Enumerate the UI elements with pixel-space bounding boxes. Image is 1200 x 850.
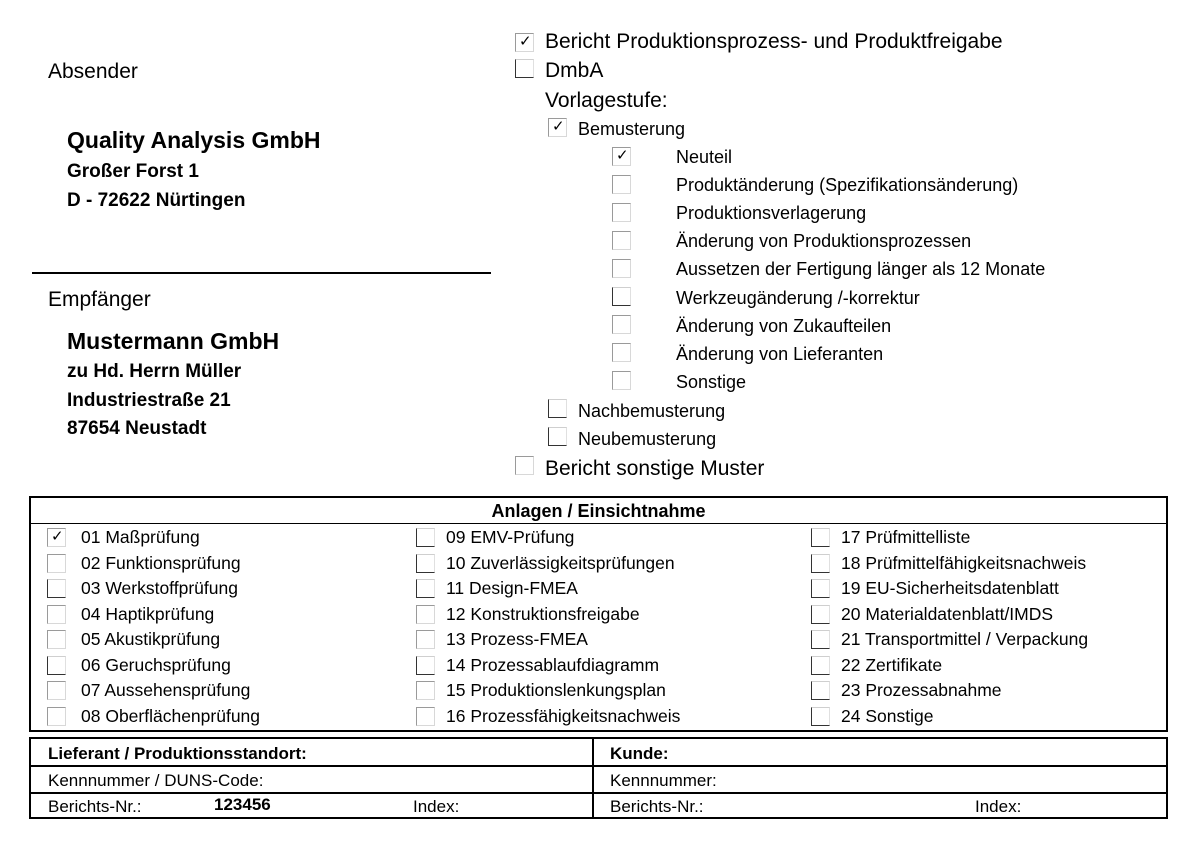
attachment-checkbox[interactable] — [416, 630, 435, 649]
attachment-label: 08 Oberflächenprüfung — [81, 705, 261, 726]
attachment-label: 20 Materialdatenblatt/IMDS — [841, 603, 1054, 624]
reason-label: Änderung von Lieferanten — [676, 344, 884, 364]
attachment-checkbox[interactable] — [47, 630, 66, 649]
dmba-label: DmbA — [545, 59, 604, 82]
reason-label: Neuteil — [676, 147, 733, 167]
reason-checkbox[interactable] — [612, 259, 631, 278]
attachment-checkbox[interactable] — [416, 528, 435, 547]
attachment-checkbox[interactable] — [47, 707, 66, 726]
sender-street: Großer Forst 1 — [67, 161, 199, 182]
reason-checkbox[interactable] — [612, 371, 631, 390]
footer-rule — [31, 765, 1166, 767]
check-icon: ✓ — [552, 118, 565, 135]
attachment-label: 15 Produktionslenkungsplan — [446, 680, 666, 700]
report-footer — [29, 737, 1168, 819]
reason-label: Änderung von Zukaufteilen — [676, 316, 892, 336]
reason-checkbox[interactable] — [612, 147, 631, 166]
reason-label: Werkzeugänderung /-korrektur — [676, 288, 920, 308]
ppf-checkbox[interactable] — [515, 33, 534, 52]
other-samples-checkbox[interactable] — [515, 456, 534, 475]
attachment-checkbox[interactable] — [416, 656, 435, 675]
attachment-checkbox[interactable] — [47, 554, 66, 573]
customer-index-label: Index: — [975, 797, 1022, 816]
attachment-label: 19 EU-Sicherheitsdatenblatt — [841, 578, 1059, 598]
check-icon: ✓ — [519, 33, 532, 50]
attachment-label: 03 Werkstoffprüfung — [81, 578, 238, 598]
recipient-company: Mustermann GmbH — [67, 328, 280, 354]
attachment-checkbox[interactable] — [416, 554, 435, 573]
attachment-label: 05 Akustikprüfung — [81, 629, 221, 649]
attachment-label: 09 EMV-Prüfung — [446, 527, 575, 547]
recipient-attention: zu Hd. Herrn Müller — [67, 361, 242, 382]
recipient-city: 87654 Neustadt — [67, 418, 207, 439]
supplier-index-label: Index: — [413, 797, 460, 816]
check-icon: ✓ — [616, 147, 629, 164]
attachments-title: Anlagen / Einsichtnahme — [31, 498, 1166, 524]
attachment-checkbox[interactable] — [811, 681, 830, 700]
attachment-checkbox[interactable] — [47, 528, 66, 547]
attachment-label: 21 Transportmittel / Verpackung — [841, 629, 1089, 649]
reason-label: Produktänderung (Spezifikationsänderung) — [676, 175, 1019, 195]
recipient-label: Empfänger — [48, 288, 151, 311]
attachment-checkbox[interactable] — [47, 579, 66, 598]
attachment-checkbox[interactable] — [416, 605, 435, 624]
attachment-label: 01 Maßprüfung — [81, 527, 200, 547]
attachment-label: 16 Prozessfähigkeitsnachweis — [446, 705, 681, 726]
attachment-label: 13 Prozess-FMEA — [446, 629, 588, 649]
footer-rule — [31, 792, 1166, 794]
supplier-report-value[interactable]: 123456 — [214, 795, 271, 814]
attachment-label: 18 Prüfmittelfähigkeitsnachweis — [841, 552, 1087, 573]
other-samples-label: Bericht sonstige Muster — [545, 457, 765, 480]
reason-checkbox[interactable] — [612, 175, 631, 194]
reason-checkbox[interactable] — [612, 343, 631, 362]
stage-heading: Vorlagestufe: — [545, 89, 668, 112]
supplier-report-label: Berichts-Nr.: — [48, 797, 142, 816]
attachment-label: 07 Aussehensprüfung — [81, 680, 251, 700]
attachment-checkbox[interactable] — [416, 707, 435, 726]
recipient-street: Industriestraße 21 — [67, 390, 231, 411]
attachment-checkbox[interactable] — [47, 656, 66, 675]
attachment-checkbox[interactable] — [416, 681, 435, 700]
reason-label: Produktionsverlagerung — [676, 203, 867, 223]
reason-checkbox[interactable] — [612, 203, 631, 222]
attachment-label: 04 Haptikprüfung — [81, 603, 215, 624]
neubemusterung-checkbox[interactable] — [548, 427, 567, 446]
sender-city: D - 72622 Nürtingen — [67, 190, 246, 211]
supplier-heading: Lieferant / Produktionsstandort: — [48, 744, 307, 763]
attachment-label: 17 Prüfmittelliste — [841, 527, 971, 547]
reason-checkbox[interactable] — [612, 231, 631, 250]
neubemusterung-label: Neubemusterung — [578, 429, 717, 449]
sender-company: Quality Analysis GmbH — [67, 127, 321, 153]
reason-checkbox[interactable] — [612, 315, 631, 334]
attachment-label: 06 Geruchsprüfung — [81, 654, 231, 675]
customer-heading: Kunde: — [610, 744, 669, 763]
ppf-label: Bericht Produktionsprozess- und Produktfreigabe — [545, 30, 1003, 53]
attachment-label: 10 Zuverlässigkeitsprüfungen — [446, 552, 675, 573]
customer-id-label: Kennnummer: — [610, 771, 717, 790]
reason-label: Aussetzen der Fertigung länger als 12 Monate — [676, 259, 1046, 279]
attachment-checkbox[interactable] — [47, 681, 66, 700]
bemusterung-checkbox[interactable] — [548, 118, 567, 137]
attachment-label: 02 Funktionsprüfung — [81, 552, 241, 573]
sender-label: Absender — [48, 60, 138, 83]
footer-divider — [592, 739, 594, 817]
sender-divider — [32, 272, 491, 274]
attachment-checkbox[interactable] — [811, 579, 830, 598]
attachment-checkbox[interactable] — [416, 579, 435, 598]
check-icon: ✓ — [51, 528, 64, 545]
attachment-label: 12 Konstruktionsfreigabe — [446, 603, 640, 624]
reason-checkbox[interactable] — [612, 287, 631, 306]
bemusterung-label: Bemusterung — [578, 119, 686, 139]
reason-label: Sonstige — [676, 372, 747, 392]
reason-label: Änderung von Produktionsprozessen — [676, 231, 972, 251]
attachment-checkbox[interactable] — [811, 656, 830, 675]
attachments-table — [29, 496, 1168, 732]
attachment-label: 11 Design-FMEA — [446, 578, 578, 598]
nachbemusterung-checkbox[interactable] — [548, 399, 567, 418]
attachment-label: 23 Prozessabnahme — [841, 680, 1002, 700]
attachment-checkbox[interactable] — [811, 554, 830, 573]
customer-report-label: Berichts-Nr.: — [610, 797, 704, 816]
attachment-checkbox[interactable] — [811, 630, 830, 649]
attachment-label: 24 Sonstige — [841, 705, 934, 726]
attachment-label: 22 Zertifikate — [841, 654, 943, 675]
attachment-checkbox[interactable] — [47, 605, 66, 624]
nachbemusterung-label: Nachbemusterung — [578, 401, 726, 421]
attachment-checkbox[interactable] — [811, 528, 830, 547]
dmba-checkbox[interactable] — [515, 59, 534, 78]
attachment-checkbox[interactable] — [811, 605, 830, 624]
attachment-checkbox[interactable] — [811, 707, 830, 726]
attachment-label: 14 Prozessablaufdiagramm — [446, 654, 660, 675]
supplier-id-label: Kennnummer / DUNS-Code: — [48, 771, 264, 790]
